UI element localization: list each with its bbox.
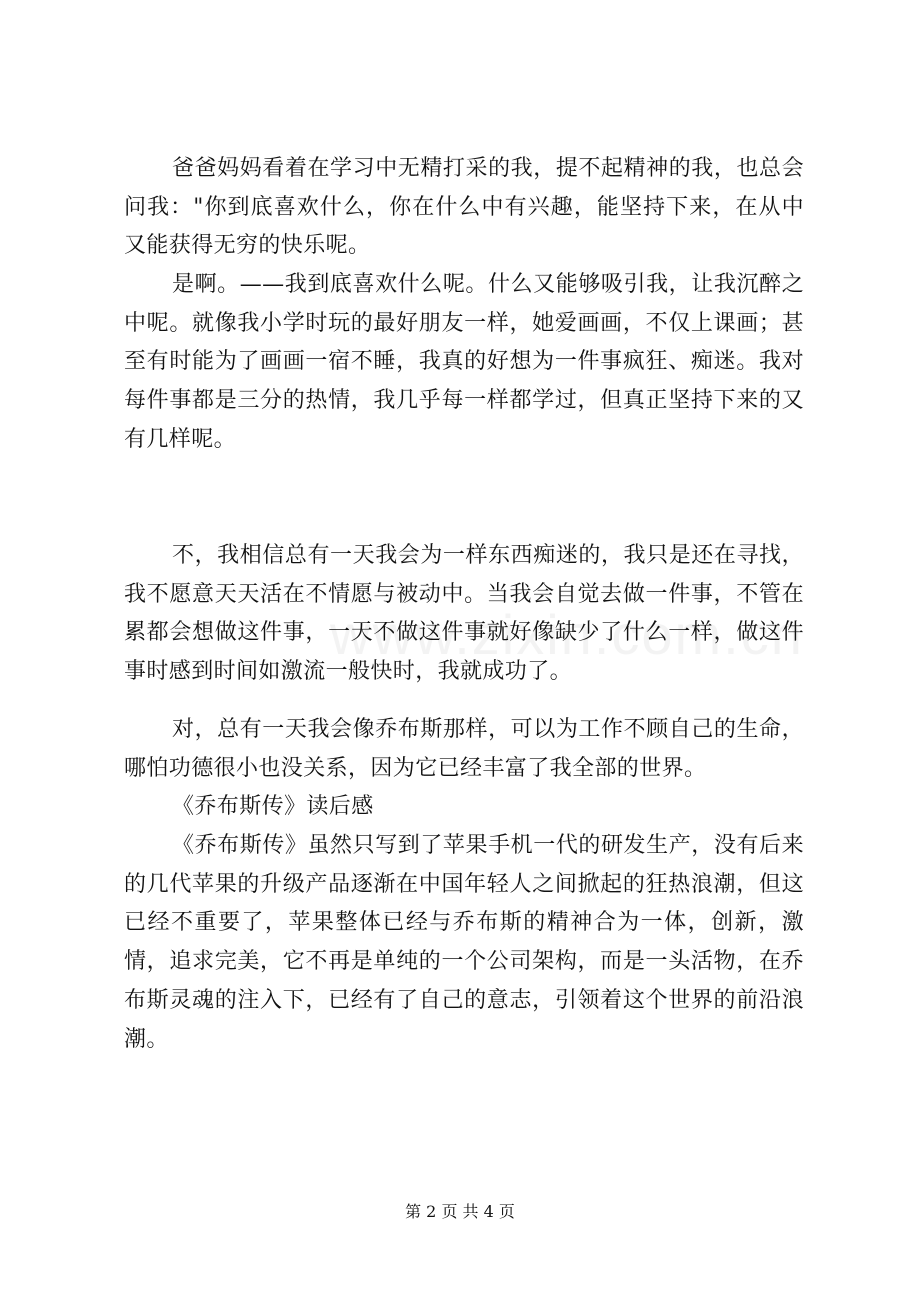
- page-footer: 第 2 页 共 4 页: [405, 1202, 515, 1221]
- paragraph-3: 不，我相信总有一天我会为一样东西痴迷的，我只是还在寻找，我不愿意天天活在不情愿与被动中。当我会自觉去做一件事，不管在累都会想做这件事，一天不做这件事就好像缺少了什么一样，做这件事时感到时间如激流一般快时，我就成功了。: [124, 543, 804, 685]
- paragraph-5: 《乔布斯传》虽然只写到了苹果手机一代的研发生产，没有后来的几代苹果的升级产品逐渐在中国年轻人之间掀起的狂热浪潮，但这已经不重要了，苹果整体已经与乔布斯的精神合为一体，创新，激情，追求完美，它不再是单纯的一个公司架构，而是一头活物，在乔布斯灵魂的注入下，已经有了自己的意志，引领着这个世界的前沿浪潮。: [124, 833, 804, 1052]
- paragraph-2: 是啊。——我到底喜欢什么呢。什么又能够吸引我，让我沉醉之中呢。就像我小学时玩的最好朋友一样，她爱画画，不仅上课画；甚至有时能为了画画一宿不睡，我真的好想为一件事疯狂、痴迷。我对每件事都是三分的热情，我几乎每一样都学过，但真正坚持下来的又有几样呢。: [124, 272, 804, 452]
- paragraph-1: 爸爸妈妈看着在学习中无精打采的我，提不起精神的我，也总会问我："你到底喜欢什么，你在什么中有兴趣，能坚持下来，在从中又能获得无穷的快乐呢。: [124, 156, 804, 259]
- section-heading: 《乔布斯传》读后感: [172, 794, 374, 819]
- paragraph-4: 对，总有一天我会像乔布斯那样，可以为工作不顾自己的生命，哪怕功德很小也没关系，因为它已经丰富了我全部的世界。: [124, 717, 804, 781]
